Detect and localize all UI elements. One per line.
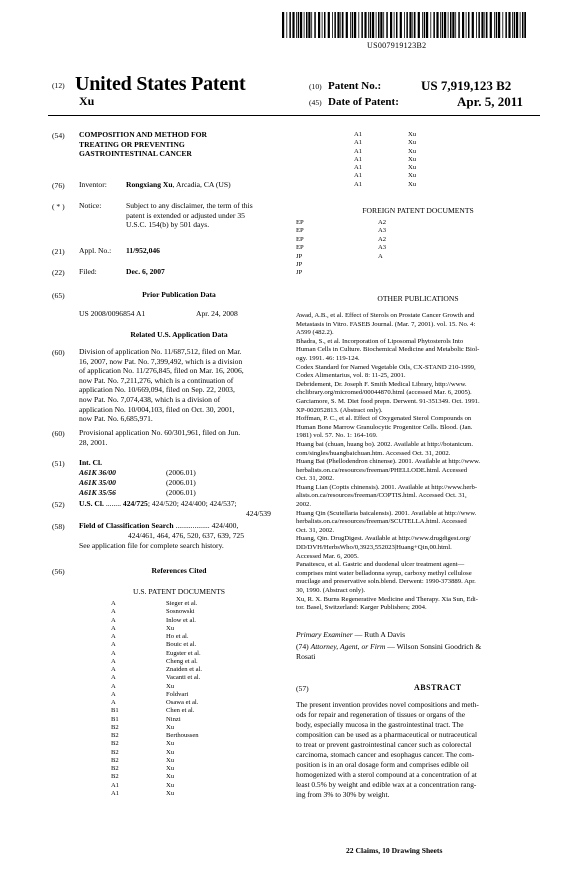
kind-code: A1 [354,147,363,155]
patent-inventor: Xu [166,748,175,756]
barcode-bar [390,12,392,38]
division-line: 16, 2007, now Pat. No. 7,399,492, which is a division [79,356,243,366]
patent-inventor: Xu [166,773,175,781]
barcode-bar [436,12,438,38]
barcode-bar [422,12,423,38]
barcode-bar [433,12,435,38]
other-publications [296,312,540,613]
barcode-bar [361,12,363,38]
kind-code: A [111,633,116,640]
publication-line: Oct. 31, 2002. [296,526,335,534]
kind-code: A [111,699,116,706]
barcode-bar [490,12,492,38]
publication-line: A599 (482.2). [296,329,334,337]
barcode-bar [481,12,483,38]
uscl-code: (52) [52,500,65,509]
patent-no-label: Patent No.: [328,80,382,92]
prior-pub-heading: Prior Publication Data [142,290,216,299]
kind-code: A1 [111,781,120,789]
barcode-bar [289,12,291,38]
publication-line: XP-002052813. (Abstract only). [296,406,383,414]
publication-line: tor. Basel, Switzerland: Karger Publishers; 2004. [296,604,427,612]
patent-inventor: Chen et al. [166,707,195,715]
barcode-bar [448,12,449,38]
notice-code: ( * ) [52,202,65,211]
kind-code: A1 [354,164,363,171]
barcode-bar [462,12,464,38]
examiner-name: — Ruth A Davis [352,630,406,639]
patent-inventor: Osawa et al. [166,699,199,706]
inventor-label: Inventor: [79,180,107,189]
barcode-bar [514,12,516,38]
patent-inventor: Xu [408,155,417,163]
kind-code: A [378,252,383,260]
filed-code: (22) [52,268,65,277]
patent-inventor: Eugster et al. [166,649,201,657]
abstract-line: homogenized with a sterol compound at a concentration of at [296,770,477,779]
patent-inventor: Xu [408,131,417,138]
uscl-dots: ........ [105,499,121,508]
uscl-line2: 424/539 [246,509,271,518]
publication-line: Human Cells in Culture. Biochemical Medicine and Metabolic Biol- [296,346,480,354]
patent-inventor: Xu [166,789,175,797]
barcode-bar [337,12,339,38]
publication-line: Awad, A.B., et al. Effect of Sterols on Prostate Cancer Growth and [296,312,475,319]
barcode-bar [450,12,452,38]
provisional-line: Provisional application No. 60/301,961, filed on Jun. [79,428,241,437]
barcode-bar [458,12,460,38]
inventor-name: Rongxiang Xu [126,180,173,189]
publication-line: herbalists.on.ca/resources/freeman/PHELLODE.html. Accessed [296,466,468,474]
uscl-label: U.S. Cl. [79,499,104,508]
kind-code: A1 [111,789,120,797]
notice-line: U.S.C. 154(b) by 501 days. [126,220,210,230]
intcl-version: (2006.01) [166,488,196,497]
barcode-bar [512,12,513,38]
barcode-bar [350,12,351,38]
claims-summary: 22 Claims, 10 Drawing Sheets [346,846,443,855]
field-search-code: (58) [52,522,65,531]
patent-inventor: Xu [408,147,417,155]
publication-line: comprises mint water belladonna syrup, carboxy methyl cellulose [296,569,472,577]
barcode-bar [364,12,366,38]
barcode-bar [394,12,395,38]
barcode-bar [508,12,510,38]
attorney-label: Attorney, Agent, or Firm [310,642,386,651]
abstract-line: composition can be used as a pharmaceutical or nutraceutical [296,730,477,739]
kind-code: A [111,608,116,616]
field-search-line3: See application file for complete search history. [79,541,224,550]
country-code: EP [296,244,304,252]
kind-code: B1 [111,715,119,723]
invention-title-line: TREATING OR PREVENTING [79,139,185,149]
document-title: United States Patent [75,73,246,95]
patent-inventor: Sosnowski [166,608,195,616]
country-code: EP [296,227,304,235]
filed-label: Filed: [79,267,97,276]
field-search-line1-end: 424/400, [211,521,239,530]
publication-line: Debridement, Dr. Joseph F. Smith Medical Library, http://www. [296,380,467,388]
intcl-class: A61K 35/00 [79,478,116,487]
provisional-text [79,428,279,447]
intcl-label: Int. Cl. [79,458,102,467]
barcode-bar [378,12,380,38]
kind-code: B2 [111,773,119,781]
patent-inventor: Xu [408,139,417,147]
barcode-bar [426,12,428,38]
patent-inventor: Xu [166,682,175,690]
prior-pub-date: Apr. 24, 2008 [196,309,238,318]
division-text [79,347,279,424]
abstract-text [296,700,540,800]
division-line: now Pat. No. 6,685,971. [79,414,153,424]
barcode-bar [406,12,408,38]
kind-code: B2 [111,765,119,772]
barcode-bar [304,12,305,38]
barcode-bar [376,12,377,38]
barcode-bar [292,12,294,38]
related-heading: Related U.S. Application Data [130,330,228,339]
patent-number: US 7,919,123 B2 [421,78,512,93]
abstract-line: position is in an oral dosage form and comprises edible oil [296,760,469,769]
barcode-bar [372,12,374,38]
kind-code: B2 [111,723,119,731]
attorney [296,642,481,652]
patent-no-code: (10) [309,82,322,91]
kind-code: A3 [378,227,387,235]
kind-code: A1 [354,155,363,163]
field-search-label: Field of Classification Search [79,521,174,530]
barcode-number: US007919123B2 [367,41,427,50]
publication-line: Codex Alimentarius, vol. 8: 11-25, 2001. [296,372,406,380]
barcode-bar [472,12,474,38]
attorney-code: (74) [296,642,309,651]
kind-code: A [111,624,116,632]
abstract-line: The present invention provides novel compositions and meth- [296,700,479,709]
refs-code: (56) [52,567,65,576]
barcode-bar [520,12,521,38]
kind-code: A3 [378,244,387,252]
uscl-rest: ; 424/520; 424/400; 424/537; [147,499,237,508]
barcode-bar [524,12,526,38]
intcl-class: A61K 35/56 [79,488,116,497]
barcode-bar [522,12,524,38]
barcode-bar [368,12,369,38]
barcode-bar [502,12,503,38]
barcode-bar [354,12,356,38]
kind-code: A [111,657,116,665]
publication-line: chclibrary.org/micromed/00044870.html (accessed Mar. 6, 2005). [296,389,472,397]
barcode-bar [296,12,297,38]
division-line: Division of application No. 11/687,512, filed on Mar. [79,347,242,356]
field-search [79,521,238,531]
publication-line: herbalists.on.ca/resources/freeman/SCUTELLA.html. Accessed [296,518,467,526]
kind-code: A1 [354,131,363,138]
invention-title [79,130,207,159]
barcode-bar [414,12,416,38]
barcode-bar [452,12,454,38]
kind-code: A2 [378,235,387,243]
examiner-label: Primary Examiner [296,630,353,639]
intcl-class: A61K 36/00 [79,468,116,477]
publication-line: Human Bone Marrow Granulocytic Progenitor Cells. Blood. (Jan. [296,423,473,431]
barcode-bar [334,12,336,38]
inventor-code: (76) [52,181,65,190]
publication-line: 30, 1990. (Abstract only). [296,587,366,594]
uscl-field [79,499,237,509]
barcode-bar [282,12,284,38]
appl-number: 11/952,046 [126,246,160,255]
kind-code: A2 [378,219,387,226]
barcode-bar [494,12,495,38]
publication-line: Oct. 31, 2002. [296,475,335,483]
barcode-bar [455,12,456,38]
division-line: now Pat. No. 7,211,276, which is a continuation of [79,375,234,385]
barcode-bar [424,12,426,38]
kind-code: B2 [111,740,119,748]
barcode-bar [466,12,467,38]
publication-line: Bhadra, S., et al. Incorporation of Liposomal Phytosterols Into [296,337,464,345]
barcode-bar [352,12,354,38]
patent-inventor: Xu [166,756,175,764]
country-code: JP [296,261,303,268]
foreign-heading: FOREIGN PATENT DOCUMENTS [362,206,474,215]
abstract-heading: ABSTRACT [414,683,462,692]
publication-line: Metastasis in Vitro. FASEB Journal. (Mar. 7, 2001). vol. 15. No. 4: [296,320,476,328]
patent-inventor: Bouic et al. [166,641,197,649]
publication-line: ogy. 1991. 46: 119-124. [296,354,360,362]
kind-code: A [111,674,116,682]
publication-line: mucilage and preservative soln.blend. Derwent: 1990-373889. Apr. [296,578,476,586]
kind-code: B2 [111,748,119,756]
barcode-bar [318,12,320,38]
barcode-bar [404,12,405,38]
barcode [282,12,526,38]
patent-inventor: Xu [166,765,175,772]
abstract-line: least 0.5% by weight and edible wax at a concentration rang- [296,780,477,789]
barcode-bar [496,12,498,38]
barcode-bar [440,12,441,38]
header-divider [48,115,540,116]
patent-inventor: Foldvari [166,690,189,698]
barcode-bar [430,12,431,38]
barcode-bar [498,12,500,38]
abstract-code: (57) [296,684,309,693]
barcode-bar [332,12,333,38]
invention-title-line: GASTROINTESTINAL CANCER [79,149,192,159]
publication-line: Huang, Qin. DrugDigest. Available at http://www.drugdigest.org/ [296,535,471,543]
barcode-bar [444,12,446,38]
inventor-place: , Arcadia, CA (US) [172,180,231,189]
date-code: (45) [309,98,322,107]
barcode-bar [412,12,413,38]
patent-date: Apr. 5, 2011 [457,94,523,109]
patent-inventor: Inlow et al. [166,616,196,624]
country-code: EP [296,235,304,243]
other-pubs-heading: OTHER PUBLICATIONS [377,294,459,303]
doc-code: (12) [52,81,65,90]
title-code: (54) [52,131,65,140]
barcode-bar [322,12,323,38]
publication-line: Xu, R. X. Burns Regenerative Medicine and Therapy. Xia Sun, Edi- [296,595,479,603]
kind-code: A [111,616,116,624]
filed-date: Dec. 6, 2007 [126,267,165,276]
patent-inventor: Xu [166,624,175,632]
attorney-name-line2: Rosati [296,652,316,661]
barcode-bar [468,12,470,38]
field-search-dots: .................. [175,521,210,530]
kind-code: A1 [354,139,363,147]
patent-inventor: Xu [166,740,175,748]
publication-line: com/singles/huangbaichuan.htm. Accessed Oct. 31, 2002. [296,449,451,457]
barcode-bar [300,12,302,38]
country-code: JP [296,252,303,260]
kind-code: A [111,666,116,673]
appl-code: (21) [52,247,65,256]
inventor-field [126,180,231,190]
publication-line: alists.on.ca/resources/freeman/COPTIS.html. Accessed Oct. 31, [296,492,467,500]
patent-inventor: Cheng et al. [166,657,198,665]
barcode-bar [328,12,330,38]
abstract-line: ods for repair and regeneration of tissues or organs of the [296,710,465,719]
kind-code: A [111,690,116,698]
publication-line: 2002. [296,501,312,509]
prior-pub-number: US 2008/0096854 A1 [79,309,146,318]
publication-line: Garciamore, S. M. Diet food prepn. Derwent. 91-351349. Oct. 1991. [296,397,480,405]
division-line: now Pat. No. 7,074,438, which is a division of [79,394,221,404]
patent-inventor: Vacanti et al. [166,674,201,682]
kind-code: A [111,649,116,657]
patent-inventor: Berthoussen [166,732,199,739]
refs-heading: References Cited [151,566,207,575]
abstract-line: to treat or prevent gastrointestinal cancer such as colorectal [296,740,472,749]
abstract-line: ing from 3% to 30% by weight. [296,790,390,799]
barcode-bar [286,12,287,38]
barcode-bar [380,12,382,38]
barcode-bar [383,12,384,38]
prior-code: (65) [52,291,65,300]
barcode-bar [342,12,344,38]
barcode-bar [396,12,398,38]
barcode-bar [306,12,308,38]
publication-line: Hoffman, P. C., et al. Effect of Oxygenated Sterol Compounds on [296,415,472,423]
intcl-code: (51) [52,459,65,468]
examiner [296,630,405,640]
abstract-line: body, especially mucosa in the gastrointestinal tract. The [296,720,464,729]
publication-line: Huang bai (chuan, huang bo). 2002. Available at http://botanicum. [296,440,474,448]
intcl-version: (2006.01) [166,478,196,487]
barcode-bar [409,12,411,38]
appl-label: Appl. No.: [79,246,112,255]
publication-line: DD/DVH/HerbsWho/0,3923,552023|Huang+Qin,00.html. [296,544,452,552]
kind-code: B2 [111,756,119,764]
patent-inventor: Znaiden et al. [166,666,203,673]
publication-line: Accessed Mar. 6, 2005. [296,552,359,560]
notice-text [126,201,278,230]
patent-inventor: Xu [408,180,417,188]
notice-line: Subject to any disclaimer, the term of this [126,201,253,210]
publication-line: Panaitescu, et al. Gastric and duodenal ulcer treatment agent— [296,561,465,569]
publication-line: 1981) vol. 57. No. 1: 164-169. [296,432,378,440]
division-line: application No. 10/669,094, filed on Sep. 22, 2003, [79,385,235,395]
division-code: (60) [52,348,65,357]
barcode-bar [484,12,485,38]
uscl-main: 424/725 [122,499,148,508]
patent-inventor: Xu [166,723,175,731]
barcode-bar [314,12,316,38]
division-line: of application No. 11/276,845, filed on Mar. 16, 2006, [79,366,244,376]
abstract-line: carcinoma, stomach cancer and esophagus cancer. The com- [296,750,475,759]
barcode-bar [505,12,507,38]
publication-line: Huang Qin (Scutellaria baicalensis). 2001. Available at http://www. [296,509,477,517]
barcode-bar [486,12,488,38]
country-code: EP [296,219,304,226]
kind-code: A1 [354,180,363,188]
invention-title-line: COMPOSITION AND METHOD FOR [79,130,208,139]
barcode-bar [386,12,388,38]
publication-line: Huang Lian (Coptis chinensis). 2001. Available at http://www.herb- [296,483,478,491]
patent-inventor: Ho et al. [166,633,189,640]
division-line: application No. 10/004,103, filed on Oct. 30, 2001, [79,404,235,414]
country-code: JP [296,269,303,277]
barcode-bar [340,12,341,38]
barcode-bar [311,12,312,38]
barcode-bar [476,12,477,38]
barcode-bar [442,12,444,38]
publication-line: Huang Bai (Phellodendron chinense). 2001. Available at http://www. [296,458,481,466]
patent-inventor: Xu [408,164,417,171]
barcode-bar [370,12,372,38]
barcode-bar [358,12,359,38]
barcode-bar [418,12,420,38]
intcl-version: (2006.01) [166,468,196,477]
kind-code: A [111,682,116,690]
notice-label: Notice: [79,201,102,210]
kind-code: A [111,641,116,649]
kind-code: A1 [354,172,363,180]
field-search-line2: 424/461, 464, 476, 520, 637, 639, 725 [128,531,245,540]
barcode-bar [478,12,480,38]
kind-code: B2 [111,732,119,739]
date-label: Date of Patent: [328,96,399,108]
barcode-bar [400,12,402,38]
uspat-heading: U.S. PATENT DOCUMENTS [133,587,225,596]
attorney-name: — Wilson Sonsini Goodrich & [385,642,482,651]
patent-inventor: Xu [408,172,417,180]
header-inventor-surname: Xu [79,94,95,108]
barcode-bar [298,12,300,38]
barcode-bar [346,12,348,38]
barcode-bar [308,12,310,38]
patent-inventor: Sieger et al. [166,600,198,607]
notice-line: patent is extended or adjusted under 35 [126,210,245,220]
patent-inventor: Ninzi [166,715,181,723]
kind-code: A [111,600,116,607]
barcode-bar [516,12,518,38]
publication-line: Codex Standard for Named Vegetable Oils, CX-STAND 210-1999, [296,363,476,371]
kind-code: B1 [111,707,119,715]
patent-inventor: Xu [166,781,175,789]
provisional-line: 28, 2001. [79,437,108,447]
barcode-bar [324,12,326,38]
provisional-code: (60) [52,429,65,438]
